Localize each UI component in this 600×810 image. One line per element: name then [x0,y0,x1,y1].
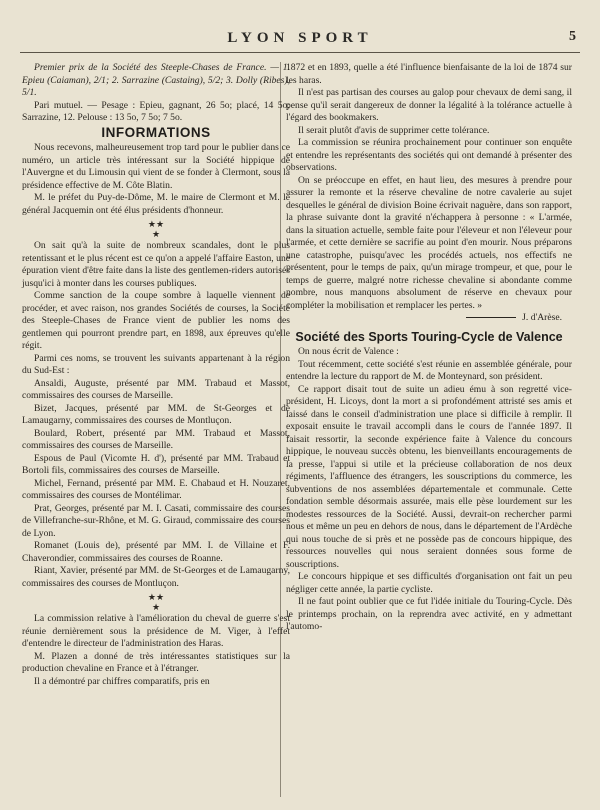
list-item: Riant, Xavier, présenté par MM. de St-Georges et de Lamaugarny, commissaires des courses de Montluçon. [22,565,290,589]
article-paragraph: La commission se réunira prochainement pour continuer son enquête et entendre les représentants des sociétés qui ont demandé à présenter des observations. [286,137,572,173]
list-item: Romanet (Louis de), présenté par MM. I. de Villaine et F. Chaverondier, commissaires des courses de Roanne. [22,540,290,564]
section-title-touring-cycle: Société des Sports Touring-Cycle de Valence [295,329,563,344]
article-paragraph: On nous écrit de Valence : [298,346,399,357]
right-column [286,62,572,634]
list-item: Bizet, Jacques, présenté par MM. de St-Georges et de Lamaugarny, commissaires des courses de Montluçon. [22,402,290,426]
article-paragraph: Comme sanction de la coupe sombre à laquelle viennent de procéder, et avec raison, nos grandes Sociétés de courses, la Société des Steeple-Chases de France vient de publier les noms des gentlemen qui pourront prendre part, en 1898, aux épreuves qu'elle régit. [22,290,290,351]
article-paragraph: Ce rapport disait tout de suite un adieu ému à son regretté vice-président, H. Licoys, dont la mort a si profondément attristé ses amis et laissé dans le conseil d'administration une place si difficile à remplir. Il exposait ensuite le travail accompli dans le cours de l'année 1897. Il faisait ressortir, la seconde expérience faite à Valence du concours hippique, le nouveau succès obtenu, les bienveillants encouragements de la presse, l'appui si utile et la précieuse collaboration de nos deux régiments, l'affluence des étrangers, les souscriptions du commerce, les subventions de nos assemblées départementale et communale. Cette fondation semble désormais assurée, mais elle pèse lourdement sur les modestes ressources de la Société. Aussi, devrait-on rechercher parmi nous et même un peu en dehors de nous, dans le département de l'Ardèche qui nous touche de si près et ne possède pas de concours hippique, des ressources nouvelles qui nous seraient données sous forme de souscriptions. [286,383,572,570]
article-paragraph: Il serait plutôt d'avis de supprimer cette tolérance. [298,124,490,136]
article-paragraph: Tout récemment, cette société s'est réunie en assemblée générale, pour entendre la lecture du rapport de M. de Monteynard, son président. [286,358,572,382]
article-paragraph: Nous recevons, malheureusement trop tard pour le publier dans ce numéro, un article très intéressant sur la Société hippique de l'Auvergne et du Limousin qui vient de se fonder à Clermont, sous la présidence effective de M. Côte Blatin. [22,142,290,191]
section-title-informations: INFORMATIONS [101,124,211,140]
article-paragraph: Le concours hippique et ses difficultés d'organisation ont fait un peu négliger cette année, la partie cycliste. [286,571,572,595]
page-number: 5 [569,29,576,44]
list-item: Boulard, Robert, présenté par MM. Trabaud et Massot, commissaires des courses de Marseille. [22,427,290,451]
article-paragraph: Parmi ces noms, se trouvent les suivants appartenant à la région du Sud-Est : [22,352,290,376]
article-paragraph: On se préoccupe en effet, en haut lieu, des mesures à prendre pour assurer la remonte et la réserve chevaline de notre cavalerie au sujet desquelles le général de division Boine écrivait naguère, dans son rapport, la phrase suivante dont la gravité n'échappera à personne : « L'armée, dans la situation actuelle, semble faite pour l'éleveur et non l'éleveur pour l'armée, et cette dernière se sacrifie au point d'en mourir. Nous préparons une catastrophe, puisqu'avec les procédés actuels, nos effectifs ne présentent, pour le temps de paix, qu'un mirage trompeur, et que, pour le temps de guerre, malgré notre richesse chevaline si abondante comme nombre, nous manquons absolument de réserve en chevaux pour compléter la mobilisation et remplacer les pertes. » [286,174,572,311]
list-item: Espous de Paul (Vicomte H. d'), présenté par MM. Trabaud et Bortoli fils, commissaires des courses de Marseille. [22,452,290,476]
signature-text: J. d'Arèse. [522,312,562,323]
list-item: Ansaldi, Auguste, présenté par MM. Trabaud et Massot, commissaires des courses de Marseille. [22,377,290,401]
article-paragraph: Il ne faut point oublier que ce fut l'idée initiale du Touring-Cycle. Dès le printemps prochain, on la reprendra avec activité, en y admettant l'automo- [286,596,572,632]
list-item: Prat, Georges, présenté par M. I. Casati, commissaire des courses de Villefranche-sur-Rhône, et M. G. Giraud, commissaire des courses de Lyon. [22,502,290,539]
pari-paragraph: Pari mutuel. — Pesage : Epieu, gagnant, 26 5o; placé, 14 5o; Sarrazine, 12. Pelouse : 13 5o, 7 5o; 7 5o. [22,99,290,123]
signature [286,312,572,325]
article-paragraph: On sait qu'à la suite de nombreux scandales, dont le plus retentissant et le plus récent est ce qu'on a appelé l'affaire Easton, une épuration vient d'être faite dans la liste des gentlemen-riders autorisés jusqu'ici à monter dans les courses publiques. [22,240,290,289]
article-paragraph: Il n'est pas partisan des courses au galop pour chevaux de demi sang, il pense qu'il serait dangereux de donner la légalité à la tolérance actuelle à l'égard des bookmakers. [286,87,572,123]
left-column [22,62,290,688]
section-separator-stars: ★★ ★ [147,219,165,239]
list-item: Michel, Fernand, présenté par MM. E. Chabaud et H. Nouzaret, commissaires des courses de Montélimar. [22,477,290,501]
article-paragraph: M. le préfet du Puy-de-Dôme, M. le maire de Clermont et M. le général Jacquemin ont été élus présidents d'honneur. [22,192,290,216]
article-paragraph: M. Plazen a donné de très intéressantes statistiques sur la production chevaline en France et à l'étranger. [22,650,290,674]
article-paragraph: 1872 et en 1893, quelle a été l'influence bienfaisante de la loi de 1874 sur les haras. [286,62,572,86]
article-paragraph: La commission relative à l'amélioration du cheval de guerre s'est réunie dernièrement sous la présidence de M. Viger, à l'effet d'entendre le directeur de l'administration des Haras. [22,613,290,649]
prix-paragraph: Premier prix de la Société des Steeple-Chases de France. — 1. Epieu (Caiaman), 2/1; 2. Sarrazine (Castaing), 5/2; 3. Dolly (Ribes), 5/1. [22,62,290,98]
signature-rule [466,317,516,318]
section-separator-stars: ★★ ★ [147,592,165,612]
masthead: LYON SPORT [227,30,373,46]
article-paragraph: Il a démontré par chiffres comparatifs, pris en [34,675,210,687]
page-header [20,28,580,53]
